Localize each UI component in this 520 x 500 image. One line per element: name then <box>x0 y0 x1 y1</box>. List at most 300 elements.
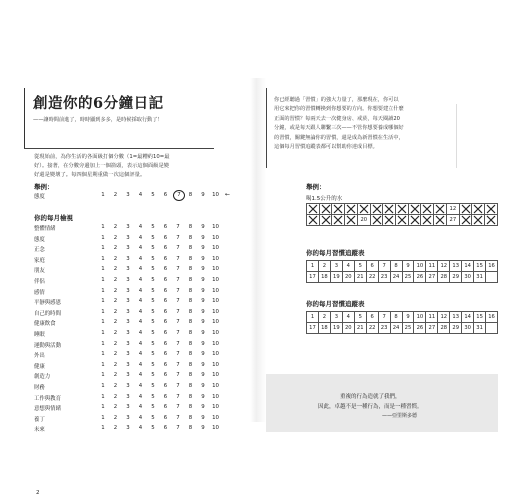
day-cell[interactable]: 5 <box>354 312 366 323</box>
day-cell[interactable]: 15 <box>474 261 486 272</box>
day-cell[interactable]: 20 <box>357 215 370 226</box>
score-number[interactable]: 4 <box>138 404 143 411</box>
score-number[interactable]: 8 <box>188 277 193 283</box>
score-number[interactable]: 5 <box>151 234 155 241</box>
score-number[interactable]: 10 <box>212 393 219 400</box>
score-number[interactable]: 3 <box>126 298 130 305</box>
day-cell[interactable]: 27 <box>426 272 438 283</box>
score-number[interactable]: 5 <box>151 245 155 252</box>
day-cell[interactable]: 2 <box>318 261 330 272</box>
score-number[interactable]: 4 <box>138 372 143 379</box>
day-cell[interactable]: 5 <box>354 261 366 272</box>
checked-day-cell[interactable] <box>357 204 370 215</box>
score-number[interactable]: 3 <box>126 404 130 411</box>
score-number[interactable]: 5 <box>151 372 155 379</box>
score-number[interactable]: 4 <box>138 414 143 421</box>
score-number[interactable]: 3 <box>126 372 130 379</box>
score-number[interactable]: 1 <box>101 245 105 252</box>
score-number[interactable]: 5 <box>151 224 155 230</box>
day-cell[interactable]: 13 <box>450 312 462 323</box>
day-cell[interactable]: 13 <box>450 261 462 272</box>
score-number[interactable]: 9 <box>201 383 205 389</box>
score-number[interactable]: 9 <box>201 414 205 421</box>
checked-day-cell[interactable] <box>332 215 345 226</box>
day-cell[interactable]: 1 <box>307 261 319 272</box>
checked-day-cell[interactable] <box>408 204 421 215</box>
score-number[interactable]: 1 <box>101 192 105 198</box>
score-number[interactable]: 2 <box>113 277 118 283</box>
day-cell[interactable]: 26 <box>414 323 426 334</box>
day-cell[interactable]: 30 <box>462 272 474 283</box>
day-cell[interactable]: 6 <box>366 312 378 323</box>
score-number[interactable]: 6 <box>163 224 168 230</box>
score-number[interactable]: 3 <box>126 361 130 368</box>
score-number[interactable]: 3 <box>126 287 130 294</box>
score-number[interactable]: 6 <box>163 404 168 411</box>
day-cell[interactable]: 11 <box>426 312 438 323</box>
score-number[interactable]: 3 <box>126 393 130 400</box>
score-number[interactable]: 4 <box>138 298 143 305</box>
score-number[interactable]: 10 <box>212 372 219 379</box>
day-cell[interactable]: 28 <box>438 272 450 283</box>
checked-day-cell[interactable] <box>307 215 320 226</box>
score-number[interactable]: 1 <box>101 224 105 230</box>
day-cell[interactable]: 17 <box>307 272 319 283</box>
score-number[interactable]: 8 <box>188 255 193 262</box>
checked-day-cell[interactable] <box>319 215 332 226</box>
checked-day-cell[interactable] <box>307 204 320 215</box>
day-cell[interactable]: 18 <box>318 272 330 283</box>
checked-day-cell[interactable] <box>459 204 472 215</box>
checked-day-cell[interactable] <box>345 215 358 226</box>
score-number[interactable]: 8 <box>188 266 193 273</box>
score-number[interactable]: 4 <box>138 308 143 315</box>
score-number[interactable]: 3 <box>126 277 130 283</box>
score-number[interactable]: 3 <box>126 351 130 358</box>
score-number[interactable]: 10 <box>212 192 219 198</box>
score-number[interactable]: 9 <box>201 192 205 198</box>
score-number[interactable]: 10 <box>212 245 219 252</box>
score-number[interactable]: 3 <box>126 255 130 262</box>
day-cell[interactable]: 14 <box>462 312 474 323</box>
score-number[interactable]: 10 <box>212 277 219 283</box>
score-number[interactable]: 9 <box>201 425 205 432</box>
score-number[interactable]: 7 <box>176 277 180 283</box>
checked-day-cell[interactable] <box>396 204 409 215</box>
checked-day-cell[interactable] <box>345 204 358 215</box>
score-number[interactable]: 2 <box>113 393 118 400</box>
score-number[interactable]: 6 <box>163 393 168 400</box>
score-number[interactable]: 6 <box>163 340 168 347</box>
day-cell[interactable]: 4 <box>342 312 354 323</box>
score-number[interactable]: 1 <box>101 351 105 358</box>
score-number[interactable]: 7 <box>176 330 180 336</box>
score-number[interactable]: 4 <box>138 192 143 198</box>
score-number[interactable]: 5 <box>151 404 155 411</box>
day-cell[interactable]: 24 <box>390 323 402 334</box>
day-cell[interactable]: 20 <box>342 323 354 334</box>
score-number[interactable]: 9 <box>201 234 205 241</box>
score-number[interactable]: 3 <box>126 224 130 230</box>
score-number[interactable]: 3 <box>126 266 130 273</box>
day-cell[interactable]: 4 <box>342 261 354 272</box>
score-number[interactable]: 4 <box>138 234 143 241</box>
score-number[interactable]: 2 <box>113 224 118 230</box>
score-number[interactable]: 1 <box>101 287 105 294</box>
score-number[interactable]: 9 <box>201 266 205 273</box>
day-cell[interactable]: 24 <box>390 272 402 283</box>
score-number[interactable]: 8 <box>188 393 193 400</box>
score-number[interactable]: 8 <box>188 372 193 379</box>
score-number[interactable]: 10 <box>212 330 219 336</box>
day-cell[interactable]: 3 <box>330 312 342 323</box>
day-cell[interactable]: 23 <box>378 323 390 334</box>
day-cell[interactable]: 16 <box>486 312 498 323</box>
score-number[interactable]: 9 <box>201 340 205 347</box>
score-number[interactable]: 9 <box>201 372 205 379</box>
score-number[interactable]: 10 <box>212 255 219 262</box>
score-number[interactable]: 8 <box>188 192 193 198</box>
score-number[interactable]: 5 <box>151 361 155 368</box>
score-number[interactable]: 4 <box>138 266 143 273</box>
score-number[interactable]: 10 <box>212 351 219 358</box>
score-number[interactable]: 5 <box>151 266 155 273</box>
score-number[interactable]: 5 <box>151 340 155 347</box>
score-number[interactable]: 1 <box>101 266 105 273</box>
score-number[interactable]: 3 <box>126 425 130 432</box>
score-number[interactable]: 7 <box>176 383 180 389</box>
score-number[interactable]: 8 <box>188 224 193 230</box>
day-cell[interactable]: 10 <box>414 312 426 323</box>
score-number[interactable]: 8 <box>188 298 193 305</box>
day-cell[interactable]: 31 <box>474 272 486 283</box>
score-number[interactable]: 6 <box>163 266 168 273</box>
score-number[interactable]: 6 <box>163 372 168 379</box>
day-cell[interactable]: 3 <box>330 261 342 272</box>
score-number[interactable]: 3 <box>126 319 130 326</box>
score-number[interactable]: 8 <box>188 361 193 368</box>
score-number[interactable]: 7 <box>176 393 180 400</box>
score-number[interactable]: 5 <box>151 319 155 326</box>
day-cell[interactable]: 23 <box>378 272 390 283</box>
day-cell[interactable]: 21 <box>354 272 366 283</box>
checked-day-cell[interactable] <box>472 215 485 226</box>
day-cell[interactable]: 6 <box>366 261 378 272</box>
score-number[interactable]: 10 <box>212 383 219 389</box>
score-number[interactable]: 3 <box>126 308 130 315</box>
checked-day-cell[interactable] <box>434 204 447 215</box>
checked-day-cell[interactable] <box>408 215 421 226</box>
score-number[interactable]: 2 <box>113 425 118 432</box>
score-number[interactable]: 1 <box>101 277 105 283</box>
score-number[interactable]: 4 <box>138 351 143 358</box>
score-number[interactable]: 1 <box>101 404 105 411</box>
score-number[interactable]: 6 <box>163 308 168 315</box>
score-number[interactable]: 9 <box>201 255 205 262</box>
score-number[interactable]: 5 <box>151 308 155 315</box>
score-number[interactable]: 2 <box>113 340 118 347</box>
score-number[interactable]: 2 <box>113 330 118 336</box>
day-cell[interactable]: 26 <box>414 272 426 283</box>
score-number[interactable]: 3 <box>126 234 130 241</box>
score-number[interactable]: 10 <box>212 425 219 432</box>
day-cell[interactable]: 9 <box>402 261 414 272</box>
checked-day-cell[interactable] <box>421 204 434 215</box>
score-number[interactable]: 2 <box>113 266 118 273</box>
day-cell[interactable]: 27 <box>446 215 459 226</box>
score-number[interactable]: 9 <box>201 308 205 315</box>
score-number[interactable]: 9 <box>201 393 205 400</box>
score-number[interactable]: 8 <box>188 383 193 389</box>
score-number[interactable]: 3 <box>126 414 130 421</box>
day-cell[interactable]: 25 <box>402 323 414 334</box>
score-number[interactable]: 6 <box>163 383 168 389</box>
score-number[interactable]: 2 <box>113 383 118 389</box>
score-number[interactable]: 9 <box>201 319 205 326</box>
score-number[interactable]: 1 <box>101 234 105 241</box>
day-cell[interactable]: 8 <box>390 312 402 323</box>
day-cell[interactable]: 27 <box>426 323 438 334</box>
score-number[interactable]: 7 <box>176 287 180 294</box>
score-number[interactable]: 4 <box>138 361 143 368</box>
score-number[interactable]: 7 <box>176 255 180 262</box>
score-number[interactable]: 1 <box>101 319 105 326</box>
score-number[interactable]: 9 <box>201 330 205 336</box>
score-number[interactable]: 4 <box>138 287 143 294</box>
score-number[interactable]: 8 <box>188 414 193 421</box>
score-number[interactable]: 3 <box>126 340 130 347</box>
score-number[interactable]: 2 <box>113 372 118 379</box>
score-number[interactable]: 7 <box>176 224 180 230</box>
checked-day-cell[interactable] <box>319 204 332 215</box>
score-number[interactable]: 7 <box>176 361 180 368</box>
checked-day-cell[interactable] <box>485 215 498 226</box>
checked-day-cell[interactable] <box>383 215 396 226</box>
score-number[interactable]: 4 <box>138 393 143 400</box>
score-number[interactable]: 1 <box>101 393 105 400</box>
score-number[interactable]: 5 <box>151 330 155 336</box>
day-cell[interactable]: 15 <box>474 312 486 323</box>
score-number[interactable]: 2 <box>113 287 118 294</box>
score-number[interactable]: 3 <box>126 245 130 252</box>
score-number[interactable]: 4 <box>138 319 143 326</box>
score-number[interactable]: 9 <box>201 224 205 230</box>
score-number[interactable]: 8 <box>188 340 193 347</box>
score-number[interactable]: 6 <box>163 319 168 326</box>
score-number[interactable]: 6 <box>163 192 168 198</box>
day-cell[interactable]: 22 <box>366 323 378 334</box>
checked-day-cell[interactable] <box>383 204 396 215</box>
checked-day-cell[interactable] <box>396 215 409 226</box>
score-number[interactable]: 9 <box>201 298 205 305</box>
checked-day-cell[interactable] <box>459 215 472 226</box>
score-number[interactable]: 1 <box>101 308 105 315</box>
score-number[interactable]: 10 <box>212 340 219 347</box>
day-cell[interactable]: 17 <box>307 323 319 334</box>
score-number[interactable]: 8 <box>188 330 193 336</box>
checked-day-cell[interactable] <box>370 215 383 226</box>
score-number[interactable]: 4 <box>138 425 143 432</box>
circled-score[interactable]: 7 <box>173 190 185 201</box>
score-number[interactable]: 4 <box>138 340 143 347</box>
score-number[interactable]: 2 <box>113 298 118 305</box>
day-cell[interactable]: 7 <box>378 312 390 323</box>
score-number[interactable]: 7 <box>176 266 180 273</box>
day-cell[interactable]: 21 <box>354 323 366 334</box>
day-cell[interactable]: 9 <box>402 312 414 323</box>
score-number[interactable]: 10 <box>212 308 219 315</box>
day-cell[interactable]: 8 <box>390 261 402 272</box>
score-number[interactable]: 6 <box>163 351 168 358</box>
score-number[interactable]: 2 <box>113 351 118 358</box>
score-number[interactable]: 2 <box>113 414 118 421</box>
score-number[interactable]: 8 <box>188 245 193 252</box>
score-number[interactable]: 4 <box>138 255 143 262</box>
score-number[interactable]: 8 <box>188 351 193 358</box>
score-number[interactable]: 1 <box>101 298 105 305</box>
score-number[interactable]: 3 <box>126 383 130 389</box>
score-number[interactable]: 10 <box>212 298 219 305</box>
score-number[interactable]: 6 <box>163 298 168 305</box>
score-number[interactable]: 10 <box>212 414 219 421</box>
score-number[interactable]: 6 <box>163 245 168 252</box>
score-number[interactable]: 7 <box>176 234 180 241</box>
score-number[interactable]: 8 <box>188 319 193 326</box>
score-number[interactable]: 9 <box>201 277 205 283</box>
score-number[interactable]: 8 <box>188 308 193 315</box>
score-number[interactable]: 10 <box>212 266 219 273</box>
day-cell[interactable]: 19 <box>330 272 342 283</box>
score-number[interactable]: 1 <box>101 414 105 421</box>
score-number[interactable]: 5 <box>151 277 155 283</box>
score-number[interactable]: 5 <box>151 414 155 421</box>
score-number[interactable]: 4 <box>138 245 143 252</box>
score-number[interactable]: 8 <box>188 425 193 432</box>
day-cell[interactable]: 16 <box>486 261 498 272</box>
score-number[interactable]: 3 <box>126 330 130 336</box>
score-number[interactable]: 3 <box>126 192 130 198</box>
score-number[interactable]: 1 <box>101 361 105 368</box>
day-cell[interactable]: 19 <box>330 323 342 334</box>
score-number[interactable]: 8 <box>188 234 193 241</box>
day-cell[interactable]: 20 <box>342 272 354 283</box>
score-number[interactable]: 7 <box>176 414 180 421</box>
score-number[interactable]: 7 <box>176 372 180 379</box>
day-cell[interactable]: 29 <box>450 272 462 283</box>
score-number[interactable]: 9 <box>201 287 205 294</box>
score-number[interactable]: 7 <box>176 425 180 432</box>
score-number[interactable]: 9 <box>201 361 205 368</box>
score-number[interactable]: 7 <box>176 340 180 347</box>
score-number[interactable]: 1 <box>101 340 105 347</box>
score-number[interactable]: 7 <box>176 404 180 411</box>
checked-day-cell[interactable] <box>332 204 345 215</box>
score-number[interactable]: 1 <box>101 330 105 336</box>
score-number[interactable]: 2 <box>113 319 118 326</box>
score-number[interactable]: 10 <box>212 234 219 241</box>
day-cell[interactable]: 25 <box>402 272 414 283</box>
score-number[interactable]: 2 <box>113 361 118 368</box>
day-cell[interactable]: 12 <box>438 261 450 272</box>
score-number[interactable]: 6 <box>163 425 168 432</box>
day-cell[interactable]: 29 <box>450 323 462 334</box>
score-number[interactable]: 6 <box>163 330 168 336</box>
score-number[interactable]: 8 <box>188 404 193 411</box>
score-number[interactable]: 1 <box>101 255 105 262</box>
score-number[interactable]: 2 <box>113 234 118 241</box>
score-number[interactable]: 7 <box>176 351 180 358</box>
day-cell[interactable]: 10 <box>414 261 426 272</box>
score-number[interactable]: 7 <box>176 308 180 315</box>
score-number[interactable]: 2 <box>113 404 118 411</box>
score-number[interactable]: 2 <box>113 308 118 315</box>
score-number[interactable]: 4 <box>138 383 143 389</box>
score-number[interactable]: 8 <box>188 287 193 294</box>
score-number[interactable]: 9 <box>201 404 205 411</box>
score-number[interactable]: 5 <box>151 255 155 262</box>
score-number[interactable]: 4 <box>138 224 143 230</box>
score-number[interactable]: 5 <box>151 393 155 400</box>
day-cell[interactable]: 14 <box>462 261 474 272</box>
day-cell[interactable]: 18 <box>318 323 330 334</box>
score-number[interactable]: 5 <box>151 383 155 389</box>
score-number[interactable]: 7 <box>176 319 180 326</box>
day-cell[interactable]: 11 <box>426 261 438 272</box>
score-number[interactable]: 6 <box>163 414 168 421</box>
day-cell[interactable]: 28 <box>438 323 450 334</box>
score-number[interactable]: 6 <box>163 361 168 368</box>
score-number[interactable]: 2 <box>113 245 118 252</box>
score-number[interactable]: 2 <box>113 255 118 262</box>
checked-day-cell[interactable] <box>421 215 434 226</box>
day-cell[interactable]: 1 <box>307 312 319 323</box>
day-cell[interactable]: 31 <box>474 323 486 334</box>
score-number[interactable]: 1 <box>101 383 105 389</box>
score-number[interactable]: 7 <box>176 245 180 252</box>
score-number[interactable]: 7 <box>176 298 180 305</box>
score-number[interactable]: 6 <box>163 234 168 241</box>
score-number[interactable]: 6 <box>163 277 168 283</box>
score-number[interactable]: 10 <box>212 361 219 368</box>
day-cell[interactable]: 12 <box>446 204 459 215</box>
day-cell[interactable]: 30 <box>462 323 474 334</box>
day-cell[interactable]: 7 <box>378 261 390 272</box>
checked-day-cell[interactable] <box>485 204 498 215</box>
score-number[interactable]: 5 <box>151 351 155 358</box>
score-number[interactable]: 9 <box>201 351 205 358</box>
score-number[interactable]: 4 <box>138 277 143 283</box>
score-number[interactable]: 2 <box>113 192 118 198</box>
checked-day-cell[interactable] <box>370 204 383 215</box>
day-cell[interactable]: 12 <box>438 312 450 323</box>
score-number[interactable]: 5 <box>151 287 155 294</box>
score-number[interactable]: 10 <box>212 404 219 411</box>
score-number[interactable]: 6 <box>163 255 168 262</box>
score-number[interactable]: 5 <box>151 425 155 432</box>
day-cell[interactable]: 2 <box>318 312 330 323</box>
score-number[interactable]: 5 <box>151 192 155 198</box>
score-number[interactable]: 1 <box>101 425 105 432</box>
score-number[interactable]: 1 <box>101 372 105 379</box>
score-number[interactable]: 10 <box>212 224 219 230</box>
score-number[interactable]: 5 <box>151 298 155 305</box>
score-number[interactable]: 10 <box>212 287 219 294</box>
day-cell[interactable]: 22 <box>366 272 378 283</box>
score-number[interactable]: 9 <box>201 245 205 252</box>
checked-day-cell[interactable] <box>472 204 485 215</box>
score-number[interactable]: 10 <box>212 319 219 326</box>
score-number[interactable]: 6 <box>163 287 168 294</box>
